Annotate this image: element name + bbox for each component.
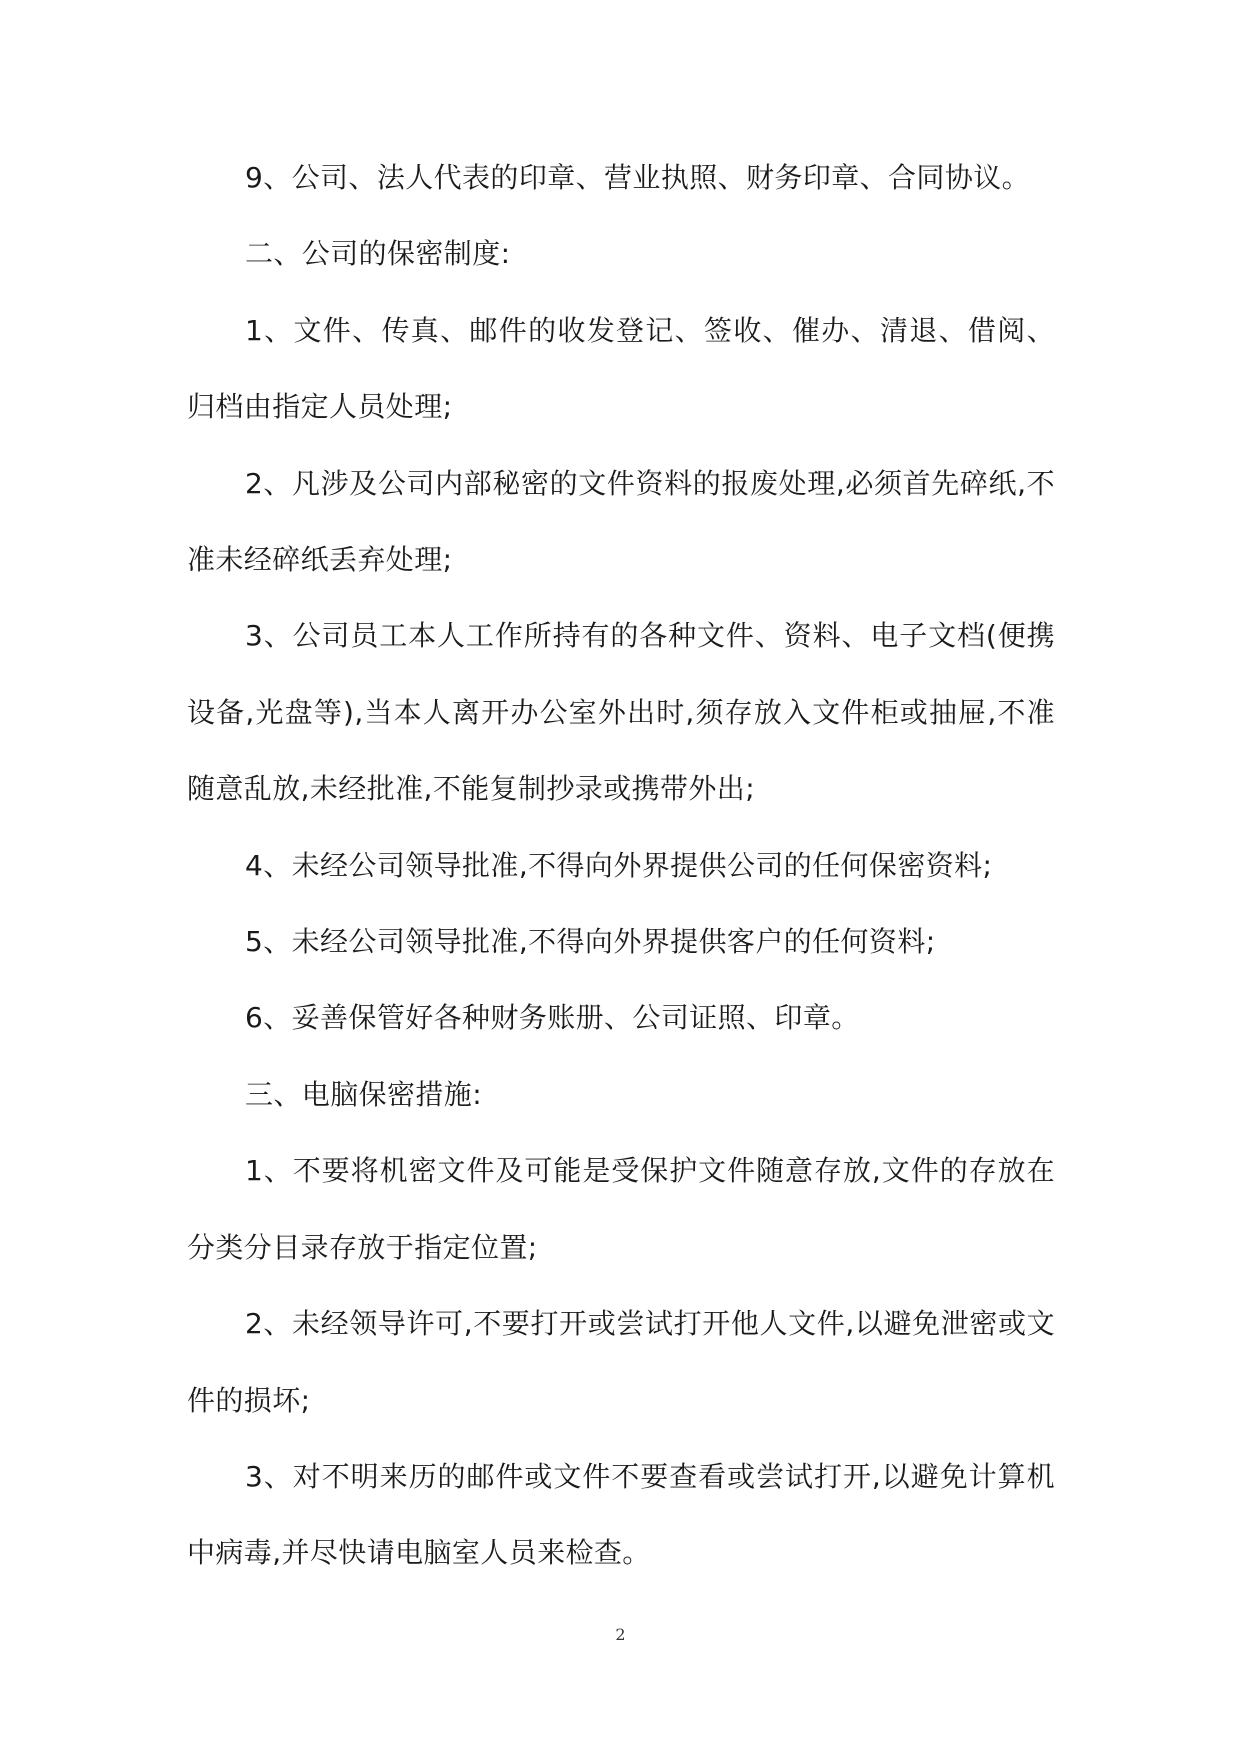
paragraph-rule-4: 4、未经公司领导批准,不得向外界提供公司的任何保密资料; [245,848,993,882]
paragraph-rule-1: 1、文件、传真、邮件的收发登记、签收、催办、清退、借阅、归档由指定人员处理; [187,313,1055,424]
document-body [187,140,1055,1592]
paragraph-item-9-seals: 9、公司、法人代表的印章、营业执照、财务印章、合同协议。 [245,161,1031,194]
section-heading-confidentiality-rules: 二、公司的保密制度: [245,237,511,271]
section-heading-computer-measures: 三、电脑保密措施: [245,1077,483,1111]
paragraph-measure-2: 2、未经领导许可,不要打开或尝试打开他人文件,以避免泄密或文件的损坏; [187,1307,1055,1417]
paragraph-rule-2: 2、凡涉及公司内部秘密的文件资料的报废处理,必须首先碎纸,不准未经碎纸丢弃处理; [187,466,1055,577]
paragraph-measure-3: 3、对不明来历的邮件或文件不要查看或尝试打开,以避免计算机中病毒,并尽快请电脑室人员来检查。 [187,1459,1055,1570]
paragraph-rule-6: 6、妥善保管好各种财务账册、公司证照、印章。 [245,1001,860,1035]
paragraph-measure-1: 1、不要将机密文件及可能是受保护文件随意存放,文件的存放在分类分目录存放于指定位置; [187,1154,1055,1264]
paragraph-rule-3: 3、公司员工本人工作所持有的各种文件、资料、电子文档(便携设备,光盘等),当本人离开办公室外出时,须存放入文件柜或抽屉,不准随意乱放,未经批准,不能复制抄录或携带外出; [187,619,1055,806]
page-number: 2 [615,1625,626,1644]
paragraph-rule-5: 5、未经公司领导批准,不得向外界提供客户的任何资料; [245,925,936,959]
